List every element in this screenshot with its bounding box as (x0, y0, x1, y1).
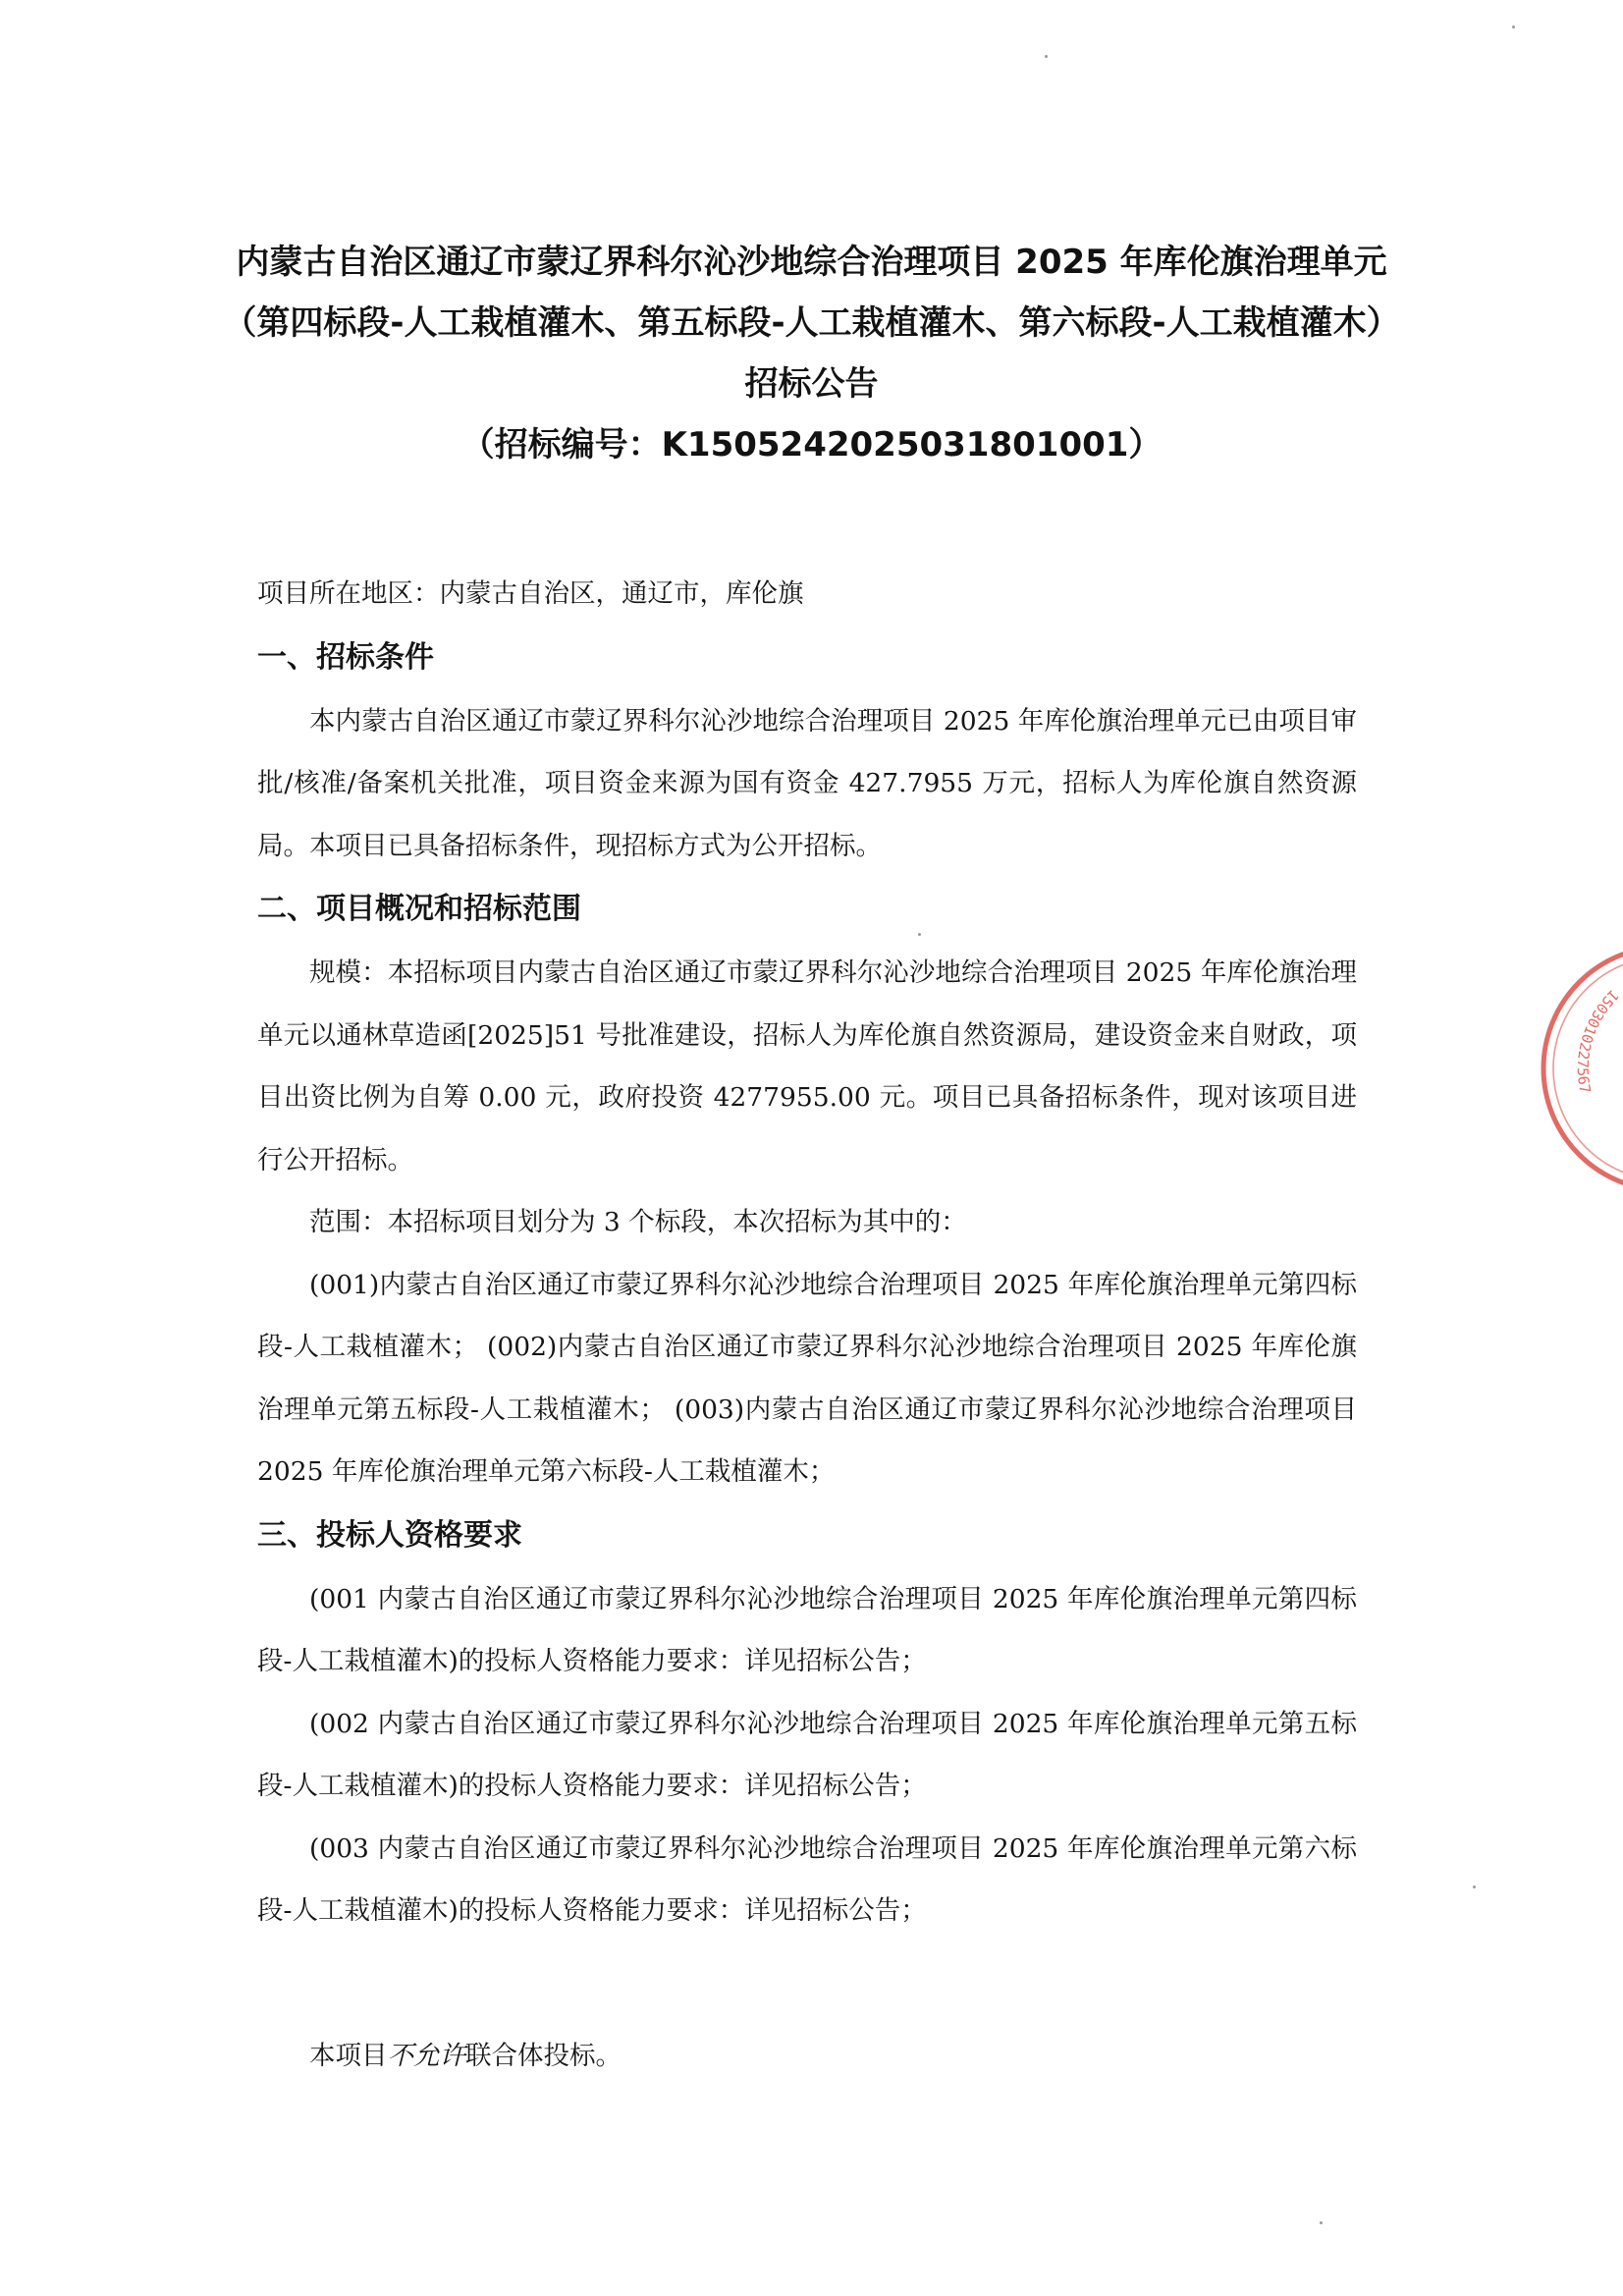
scan-speck (918, 933, 921, 936)
title-line-3: 招标公告 (744, 364, 879, 404)
scan-speck (1473, 1886, 1476, 1888)
qualification-lot-001: (001 内蒙古自治区通辽市蒙辽界科尔沁沙地综合治理项目 2025 年库伦旗治理单元第四标段-人工栽植灌木)的投标人资格能力要求：详见招标公告； (257, 1583, 1357, 1676)
official-seal-stamp (1520, 941, 1623, 1196)
document-title (0, 232, 1623, 475)
section-heading-project-overview: 二、项目概况和招标范围 (257, 892, 581, 926)
lots-list-text: (001)内蒙古自治区通辽市蒙辽界科尔沁沙地综合治理项目 2025 年库伦旗治理单元第四标段-人工栽植灌木； (002)内蒙古自治区通辽市蒙辽界科尔沁沙地综合治理项目 2025 年库伦旗治理单元第五标段-人工栽植灌木； (003)内蒙古自治区通辽市蒙辽界科尔沁沙地综合治理项目 2025 年库伦旗治理单元第六标段-人工栽植灌木； (257, 1269, 1357, 1487)
section-heading-tender-conditions: 一、招标条件 (257, 639, 434, 675)
project-scope-text: 范围：本招标项目划分为 3 个标段，本次招标为其中的： (309, 1207, 967, 1237)
consortium-emphasis: 不允许 (387, 2040, 465, 2071)
blank-gap (257, 1942, 1357, 2025)
project-location: 项目所在地区：内蒙古自治区，通辽市，库伦旗 (257, 578, 804, 609)
title-line-2: （第四标段-人工栽植灌木、第五标段-人工栽植灌木、第六标段-人工栽植灌木） (223, 303, 1400, 343)
qualification-lot-003: (003 内蒙古自治区通辽市蒙辽界科尔沁沙地综合治理项目 2025 年库伦旗治理单元第六标段-人工栽植灌木)的投标人资格能力要求：详见招标公告； (257, 1832, 1357, 1926)
consortium-prefix: 本项目 (309, 2040, 388, 2071)
document-body (257, 563, 1357, 2087)
consortium-statement (257, 2025, 1357, 2088)
seal-number-text (1574, 986, 1623, 1095)
scan-speck (1320, 2221, 1323, 2224)
title-line-1: 内蒙古自治区通辽市蒙辽界科尔沁沙地综合治理项目 2025 年库伦旗治理单元 (236, 243, 1387, 282)
consortium-suffix: 联合体投标。 (465, 2040, 622, 2071)
project-scale-text: 规模：本招标项目内蒙古自治区通辽市蒙辽界科尔沁沙地综合治理项目 2025 年库伦旗治理单元以通林草造函[2025]51 号批准建设，招标人为库伦旗自然资源局，建设资金来自财政，项目出资比例为自筹 0.00 元，政府投资 4277955.00 元。项目已具备招标条件，现对该项目进行公开招标。 (257, 957, 1357, 1175)
tender-conditions-text: 本内蒙古自治区通辽市蒙辽界科尔沁沙地综合治理项目 2025 年库伦旗治理单元已由项目审批/核准/备案机关批准，项目资金来源为国有资金 427.7955 万元，招标人为库伦旗自然资源局。本项目已具备招标条件，现招标方式为公开招标。 (257, 705, 1357, 861)
scan-speck (1512, 26, 1515, 28)
section-heading-bidder-qualifications: 三、投标人资格要求 (257, 1517, 522, 1553)
seal-number-path: 1503010227567 (1573, 986, 1623, 1095)
tender-number: （招标编号：K1505242025031801001） (460, 425, 1163, 465)
qualification-lot-002: (002 内蒙古自治区通辽市蒙辽界科尔沁沙地综合治理项目 2025 年库伦旗治理单元第五标段-人工栽植灌木)的投标人资格能力要求：详见招标公告； (257, 1708, 1357, 1801)
scan-speck (1045, 55, 1048, 58)
